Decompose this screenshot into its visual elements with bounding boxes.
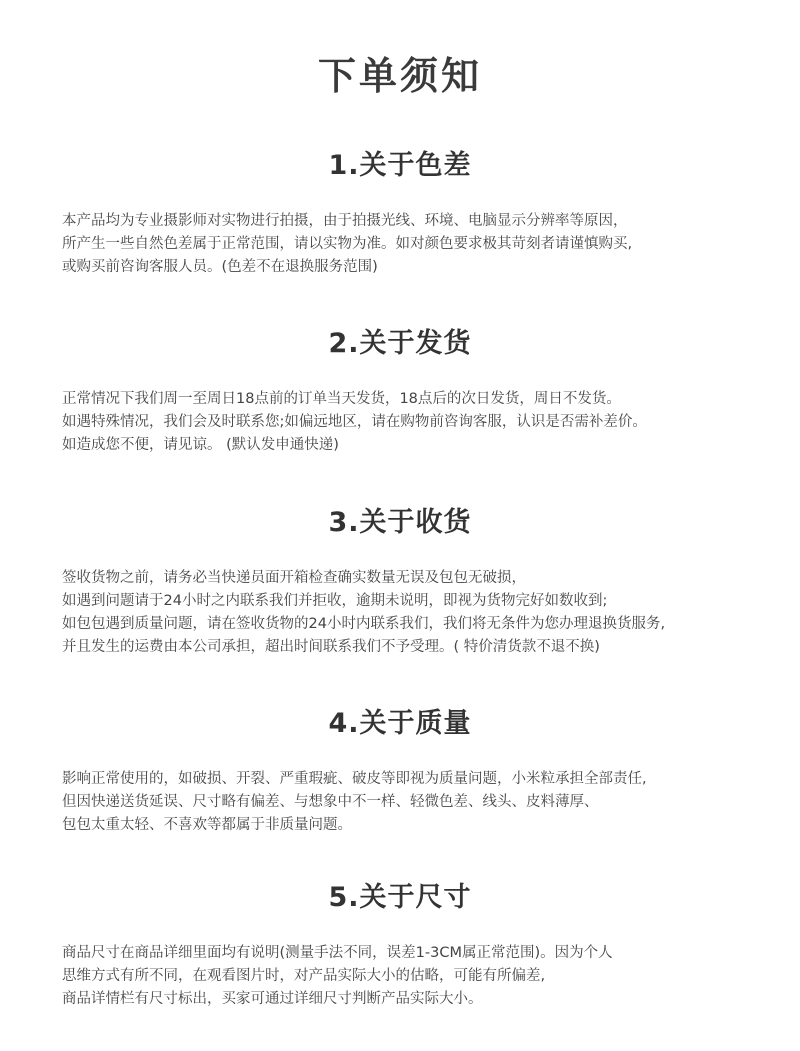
section-heading: 4.关于质量	[328, 708, 472, 739]
section-body	[0, 388, 800, 457]
body-line: 签收货物之前，请务必当快递员面开箱检查确实数量无误及包包无破损，	[62, 570, 526, 586]
section-body	[0, 768, 800, 837]
section-body	[0, 942, 800, 1011]
section-heading: 2.关于发货	[328, 328, 472, 359]
section-shipping	[0, 324, 800, 457]
section-heading: 5.关于尺寸	[328, 882, 472, 913]
body-line: 如造成您不便，请见谅。 (默认发申通快递)	[62, 437, 339, 453]
section-body	[0, 567, 800, 659]
section-heading: 3.关于收货	[328, 507, 472, 538]
section-receiving	[0, 503, 800, 659]
body-line: 商品尺寸在商品详细里面均有说明(测量手法不同，误差1-3CM属正常范围)。因为个人	[62, 945, 613, 961]
body-line: 如遇特殊情况，我们会及时联系您;如偏远地区，请在购物前咨询客服，认识是否需补差价。	[62, 414, 647, 430]
body-line: 正常情况下我们周一至周日18点前的订单当天发货，18点后的次日发货，周日不发货。	[62, 391, 621, 407]
section-body	[0, 210, 800, 279]
section-size	[0, 878, 800, 1011]
body-line: 影响正常使用的，如破损、开裂、严重瑕疵、破皮等即视为质量问题，小米粒承担全部责任,	[62, 771, 647, 787]
body-line: 思维方式有所不同，在观看图片时，对产品实际大小的估略，可能有所偏差,	[62, 968, 546, 984]
body-line: 商品详情栏有尺寸标出，买家可通过详细尺寸判断产品实际大小。	[62, 991, 483, 1007]
body-line: 包包太重太轻、不喜欢等都属于非质量问题。	[62, 817, 352, 833]
page-title: 下单须知	[317, 54, 482, 98]
section-color-difference	[0, 146, 800, 279]
body-line: 如遇到问题请于24小时之内联系我们并拒收，逾期未说明，即视为货物完好如数收到;	[62, 593, 608, 609]
body-line: 或购买前咨询客服人员。(色差不在退换服务范围)	[62, 259, 378, 275]
body-line: 并且发生的运费由本公司承担，超出时间联系我们不予受理。( 特价清货款不退不换)	[62, 639, 600, 655]
body-line: 如包包遇到质量问题，请在签收货物的24小时内联系我们，我们将无条件为您办理退换货服务,	[62, 616, 666, 632]
section-heading: 1.关于色差	[328, 150, 472, 181]
body-line: 本产品均为专业摄影师对实物进行拍摄，由于拍摄光线、环境、电脑显示分辨率等原因，	[62, 213, 628, 229]
section-quality	[0, 704, 800, 837]
body-line: 但因快递送货延误、尺寸略有偏差、与想象中不一样、轻微色差、线头、皮料薄厚、	[62, 794, 599, 810]
body-line: 所产生一些自然色差属于正常范围，请以实物为准。如对颜色要求极其苛刻者请谨慎购买,	[62, 236, 633, 252]
